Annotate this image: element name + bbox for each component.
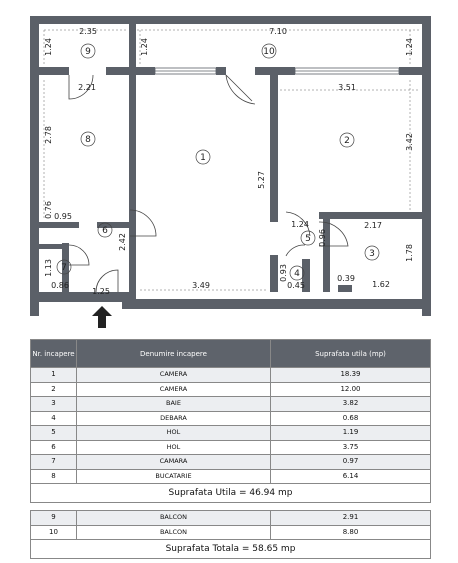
header-area: Suprafata utila (mp) bbox=[271, 340, 431, 368]
dim-label: 0.39 bbox=[337, 274, 355, 283]
row-name: BALCON bbox=[77, 511, 271, 526]
dim-label: 3.51 bbox=[338, 83, 356, 92]
row-name: BAIE bbox=[77, 397, 271, 412]
row-area: 2.91 bbox=[271, 511, 431, 526]
entrance-arrow-icon bbox=[92, 306, 112, 328]
dim-label: 3.42 bbox=[405, 133, 414, 151]
dim-label: 3.49 bbox=[192, 281, 210, 290]
room-number: 4 bbox=[294, 269, 300, 279]
row-name: HOL bbox=[77, 426, 271, 441]
row-nr: 2 bbox=[31, 382, 77, 397]
table-gap bbox=[31, 503, 431, 511]
row-area: 3.82 bbox=[271, 397, 431, 412]
total-utila-row bbox=[31, 484, 431, 503]
dim-label: 0.45 bbox=[287, 281, 305, 290]
row-nr: 6 bbox=[31, 440, 77, 455]
table-row bbox=[31, 411, 431, 426]
header-name: Denumire incapere bbox=[77, 340, 271, 368]
row-area: 8.80 bbox=[271, 525, 431, 540]
row-name: CAMERA bbox=[77, 368, 271, 383]
dimension-labels bbox=[44, 27, 414, 296]
header-nr: Nr. incapere bbox=[31, 340, 77, 368]
table-row bbox=[31, 440, 431, 455]
row-area: 6.14 bbox=[271, 469, 431, 484]
dim-label: 0.96 bbox=[318, 229, 327, 247]
room-number: 7 bbox=[61, 263, 67, 273]
dim-label: 2.35 bbox=[79, 27, 97, 36]
dim-label: 1.62 bbox=[372, 280, 390, 289]
room-number: 6 bbox=[102, 226, 108, 236]
room-markers bbox=[57, 44, 379, 280]
row-area: 18.39 bbox=[271, 368, 431, 383]
room-number: 10 bbox=[263, 47, 275, 57]
dim-label: 1.78 bbox=[405, 244, 414, 262]
table-header-row bbox=[31, 340, 431, 368]
dim-label: 1.25 bbox=[92, 287, 110, 296]
row-area: 0.97 bbox=[271, 455, 431, 470]
dim-label: 2.21 bbox=[78, 83, 96, 92]
dim-label: 2.42 bbox=[118, 233, 127, 251]
row-name: BALCON bbox=[77, 525, 271, 540]
dim-label: 1.24 bbox=[291, 220, 309, 229]
table-row bbox=[31, 397, 431, 412]
dim-label: 1.24 bbox=[140, 38, 149, 56]
table-row bbox=[31, 455, 431, 470]
total-totala: Suprafata Totala = 58.65 mp bbox=[31, 540, 431, 559]
walls bbox=[30, 16, 431, 316]
row-area: 3.75 bbox=[271, 440, 431, 455]
table-row bbox=[31, 368, 431, 383]
table-row bbox=[31, 382, 431, 397]
row-nr: 8 bbox=[31, 469, 77, 484]
dim-label: 1.13 bbox=[44, 259, 53, 277]
row-area: 1.19 bbox=[271, 426, 431, 441]
row-nr: 10 bbox=[31, 525, 77, 540]
row-area: 0.68 bbox=[271, 411, 431, 426]
dim-label: 5.27 bbox=[257, 171, 266, 189]
dim-label: 2.17 bbox=[364, 221, 382, 230]
row-name: HOL bbox=[77, 440, 271, 455]
row-nr: 4 bbox=[31, 411, 77, 426]
row-name: CAMARA bbox=[77, 455, 271, 470]
dim-label: 1.24 bbox=[405, 38, 414, 56]
room-number: 8 bbox=[85, 135, 91, 145]
dim-label: 7.10 bbox=[269, 27, 287, 36]
row-area: 12.00 bbox=[271, 382, 431, 397]
table-row bbox=[31, 469, 431, 484]
table-row bbox=[31, 426, 431, 441]
total-utila: Suprafata Utila = 46.94 mp bbox=[31, 484, 431, 503]
row-nr: 7 bbox=[31, 455, 77, 470]
row-nr: 9 bbox=[31, 511, 77, 526]
row-nr: 1 bbox=[31, 368, 77, 383]
dim-label: 0.86 bbox=[51, 281, 69, 290]
row-name: BUCATARIE bbox=[77, 469, 271, 484]
row-nr: 5 bbox=[31, 426, 77, 441]
dim-label: 0.95 bbox=[54, 212, 72, 221]
dim-label: 2.78 bbox=[44, 126, 53, 144]
room-number: 5 bbox=[305, 234, 311, 244]
row-name: DEBARA bbox=[77, 411, 271, 426]
dim-label: 0.93 bbox=[279, 264, 288, 282]
room-number: 1 bbox=[200, 153, 206, 163]
dim-label: 0.76 bbox=[44, 201, 53, 219]
room-number: 9 bbox=[85, 47, 91, 57]
room-number: 2 bbox=[344, 136, 350, 146]
area-table-container bbox=[30, 339, 430, 559]
total-totala-row bbox=[31, 540, 431, 559]
table-row bbox=[31, 511, 431, 526]
area-table bbox=[30, 339, 431, 559]
row-name: CAMERA bbox=[77, 382, 271, 397]
table-row bbox=[31, 525, 431, 540]
room-number: 3 bbox=[369, 249, 375, 259]
row-nr: 3 bbox=[31, 397, 77, 412]
dim-label: 1.24 bbox=[44, 38, 53, 56]
